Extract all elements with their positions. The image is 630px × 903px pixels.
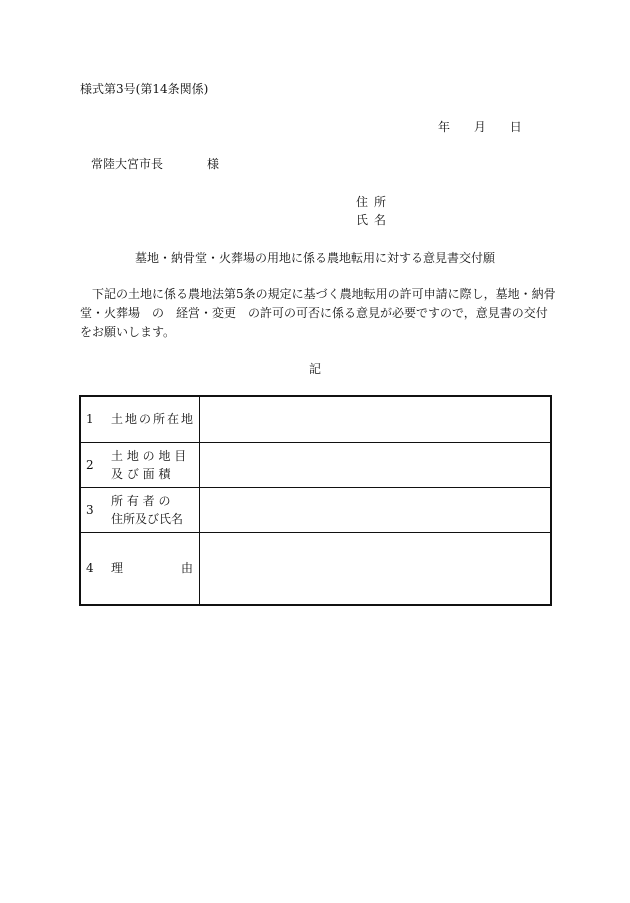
row-value-cell: [200, 442, 552, 487]
row-value-cell: [200, 396, 552, 442]
table-row: [80, 532, 551, 605]
document-title: 墓地・納骨堂・火葬場の用地に係る農地転用に対する意見書交付願: [134, 251, 495, 265]
row-label-reason-1: 理: [111, 561, 124, 576]
ki-heading: 記: [308, 362, 321, 376]
addressee: [91, 155, 219, 172]
addressee-name: 常陸大宮市長: [91, 157, 164, 171]
row-number: 1: [86, 412, 94, 427]
date-line: [438, 118, 522, 135]
row-value-cell: [200, 532, 552, 605]
month-label: 月: [473, 120, 486, 134]
row-label-line: 所 有 者 の: [111, 493, 171, 508]
form-number: 様式第3号(第14条関係): [80, 82, 209, 96]
applicant-name-label: 氏名: [356, 213, 393, 227]
row-label-line: 土 地 の 地 目: [111, 448, 187, 463]
record-table: [79, 395, 552, 606]
year-label: 年: [438, 120, 451, 134]
body-part-4: の許可の可否に係る意見が必要ですので，意見書の交付をお願いします。: [80, 306, 548, 339]
body-part-3: 経営・変更: [176, 306, 237, 320]
day-label: 日: [509, 120, 522, 134]
row-number: 2: [86, 457, 94, 472]
table-row: [80, 442, 551, 487]
row-label: [80, 487, 200, 532]
row-label: [80, 442, 200, 487]
row-label: [80, 532, 200, 605]
addressee-honorific: 様: [207, 157, 220, 171]
body-part-1: 下記の土地に係る農地法第5条の規定に基づく農地転用の許可申請に際し，墓地・納骨堂・火葬場: [80, 287, 556, 320]
table-row: [80, 396, 551, 442]
row-number: 4: [86, 561, 94, 576]
row-label: [80, 396, 200, 442]
row-label-line: 及 び 面 積: [111, 466, 171, 481]
applicant-address-label: 住所: [356, 195, 393, 209]
row-label-line: 土地の所在地: [111, 412, 196, 427]
table-row: [80, 487, 551, 532]
row-label-reason-2: 由: [180, 561, 193, 576]
body-paragraph: [80, 285, 556, 342]
row-label-line: 住所及び氏名: [111, 511, 184, 526]
row-number: 3: [86, 502, 94, 517]
row-value-cell: [200, 487, 552, 532]
body-part-2: の: [152, 306, 165, 320]
